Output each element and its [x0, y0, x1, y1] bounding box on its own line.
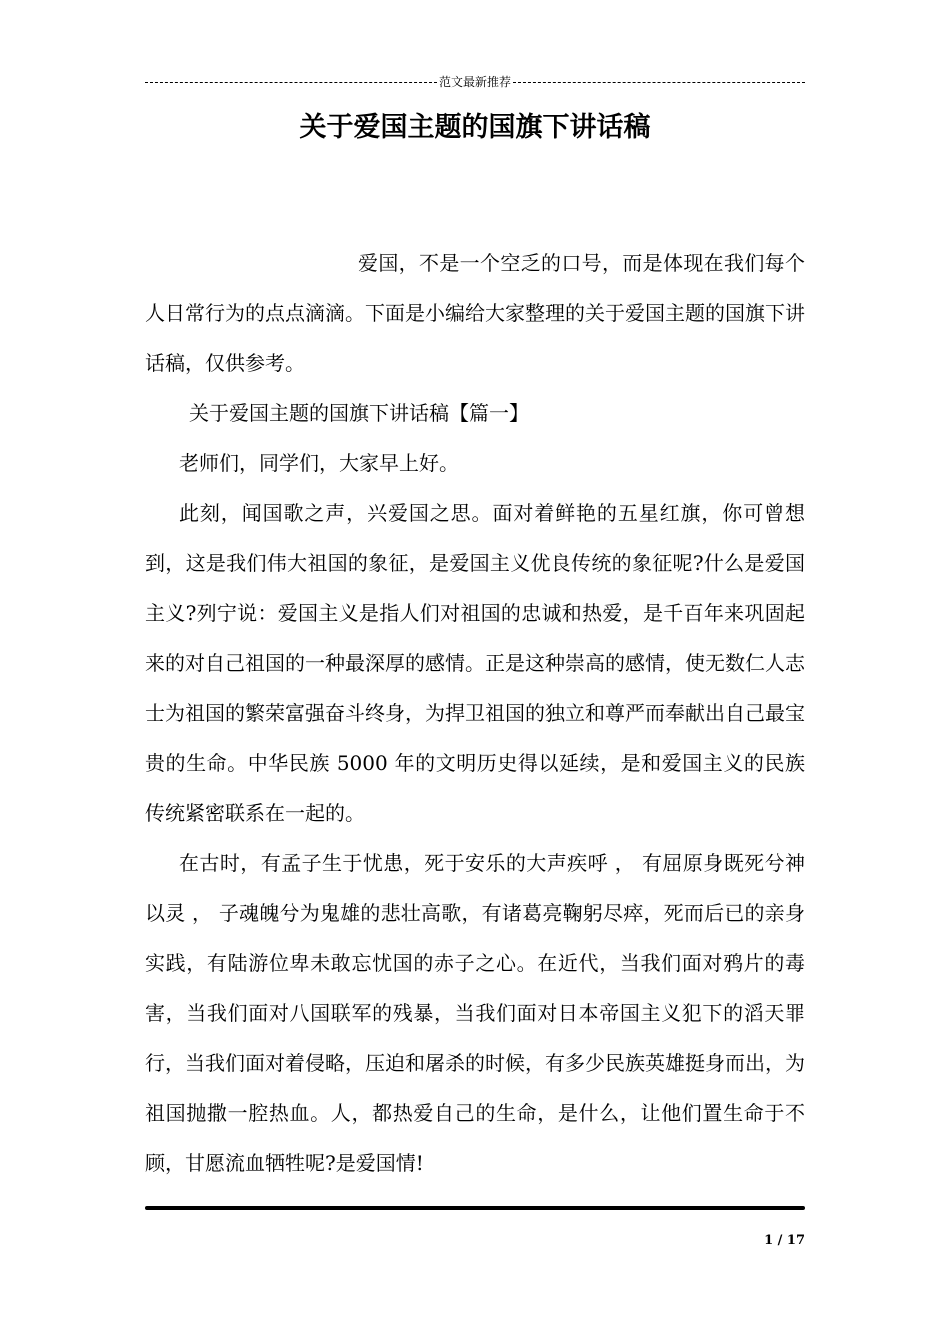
footer-rule — [145, 1206, 805, 1210]
document-title: 关于爱国主题的国旗下讲话稿 — [299, 112, 651, 143]
body-paragraph-1: 此刻，闻国歌之声，兴爱国之思。面对着鲜艳的五星红旗，你可曾想到，这是我们伟大祖国的象征，是爱国主义优良传统的象征呢?什么是爱国主义?列宁说：爱国主义是指人们对祖国的忠诚和热爱，是千百年来巩固起来的对自己祖国的一种最深厚的感情。正是这种崇高的感情，使无数仁人志士为祖国的繁荣富强奋斗终身，为捍卫祖国的独立和尊严而奉献出自己最宝贵的生命。中华民族 5000 年的文明历史得以延续，是和爱国主义的民族传统紧密联系在一起的。 — [145, 501, 805, 825]
header-label: 范文最新推荐 — [439, 75, 512, 89]
body-paragraph-2: 在古时，有孟子生于忧患，死于安乐的大声疾呼 ， 有屈原身既死兮神以灵 ， 子魂魄兮为鬼雄的悲壮高歌，有诸葛亮鞠躬尽瘁，死而后已的亲身实践，有陆游位卑未敢忘忧国的赤子之心。在近代，当我们面对鸦片的毒害，当我们面对八国联军的残暴，当我们面对日本帝国主义犯下的滔天罪行，当我们面对着侵略，压迫和屠杀的时候，有多少民族英雄挺身而出，为祖国抛撒一腔热血。人，都热爱自己的生命，是什么，让他们置生命于不顾，甘愿流血牺牲呢?是爱国情! — [145, 851, 805, 1175]
intro-paragraph: 爱国，不是一个空乏的口号，而是体现在我们每个人日常行为的点点滴滴。下面是小编给大家整理的关于爱国主题的国旗下讲话稿，仅供参考。 — [145, 251, 805, 375]
document-body — [145, 238, 805, 1188]
page-number: 1 / 17 — [764, 1233, 805, 1248]
section-title: 关于爱国主题的国旗下讲话稿【篇一】 — [189, 401, 529, 425]
header-dash-left — [145, 82, 437, 83]
greeting-paragraph: 老师们，同学们，大家早上好。 — [179, 451, 459, 475]
page-header — [145, 74, 805, 90]
header-dash-right — [513, 82, 805, 83]
